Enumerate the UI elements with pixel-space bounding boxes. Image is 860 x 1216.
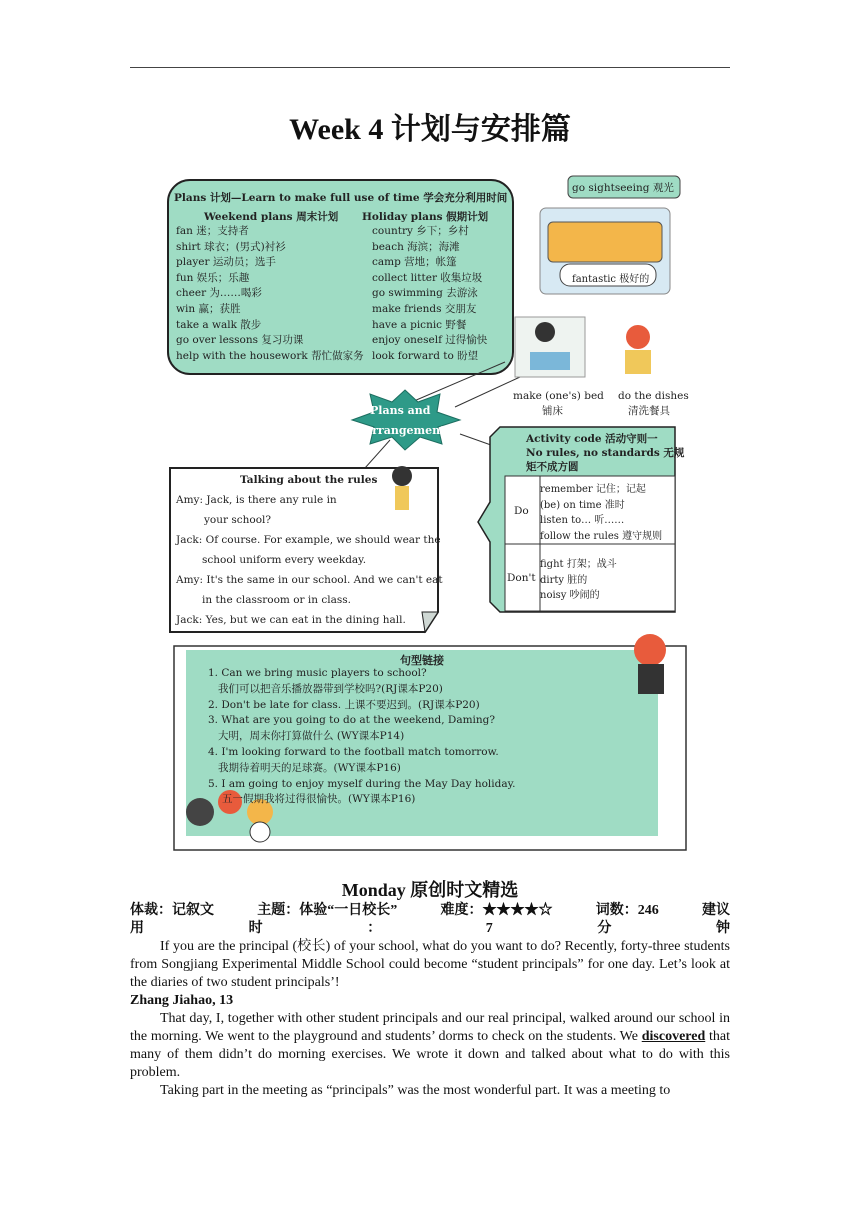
weekend-list [176, 224, 364, 364]
paragraph-2 [130, 1010, 730, 1082]
holiday-item: collect litter 收集垃圾 [372, 271, 483, 284]
sentence-list [208, 666, 516, 808]
activity-title-1: Activity code 活动守则一 [526, 433, 658, 445]
meta-wordcount: 词数：246 [595, 903, 659, 918]
meta-time-char: 时 [248, 921, 263, 936]
weekend-item: go over lessons 复习功课 [176, 334, 304, 347]
holiday-item: country 乡下；乡村 [372, 225, 469, 237]
activity-title-2: No rules, no standards 无规 [526, 447, 685, 459]
plans-heading: Plans 计划—Learn to make full use of time 学会充分利用时间 [174, 192, 508, 204]
sentence-line: 4. I'm looking forward to the football match tomorrow. [208, 745, 499, 758]
holiday-list [372, 224, 487, 364]
dishes-zh: 清洗餐具 [628, 405, 670, 417]
conductor-illustration [634, 634, 666, 666]
arrow-to-rules [365, 440, 390, 468]
do-item: follow the rules 遵守规则 [540, 530, 663, 542]
do-item: listen to… 听…… [540, 515, 625, 527]
weekend-item: fan 迷；支持者 [176, 225, 249, 237]
weekend-item: fun 娱乐；乐趣 [176, 271, 250, 284]
arrow-to-bed [455, 377, 520, 407]
conv-line: Jack: Yes, but we can eat in the dining hall. [176, 614, 406, 626]
make-bed-label: make (one's) bed [513, 390, 604, 402]
weekend-item: win 赢；获胜 [176, 302, 241, 315]
conv-line: your school? [204, 514, 272, 526]
conv-line: Amy: Jack, is there any rule in [176, 494, 337, 506]
sentence-line: 2. Don't be late for class. 上课不要迟到。(RJ课本P20) [208, 698, 480, 711]
paragraph-3: Taking part in the meeting as “principals” was the most wonderful part. It was a meeting to [160, 1083, 671, 1098]
diary-author: Zhang Jiahao, 13 [130, 993, 234, 1008]
weekend-item: player 运动员；选手 [176, 256, 276, 269]
p2-text-b: that many of them didn’t do morning exercises. We wrote it down and talked about what to do with this problem. [130, 1029, 730, 1080]
dont-list [540, 557, 617, 604]
weekend-item: cheer 为……喝彩 [176, 287, 262, 300]
meta-time-char: 钟 [715, 921, 730, 936]
holiday-item: have a picnic 野餐 [372, 318, 467, 331]
article-body [130, 902, 730, 1100]
rules-conversation [176, 490, 443, 630]
meta-time-char: 分 [597, 921, 612, 936]
mind-map-figure [160, 172, 700, 860]
sentence-line: 五一假期我将过得很愉快。(WY课本P16) [222, 793, 416, 806]
holiday-item: enjoy oneself 过得愉快 [372, 334, 488, 347]
holiday-title: Holiday plans 假期计划 [362, 211, 489, 223]
meta-row-1 [130, 902, 730, 920]
do-list [540, 482, 662, 544]
conv-line: Amy: It's the same in our school. And we can't eat [176, 574, 443, 586]
p2-text-a: That day, I, together with other student principals and our real principal, walked around our school in the morning. We went to the playground and students’ dorms to check on the students. We [130, 1011, 730, 1044]
sightseeing-label: go sightseeing 观光 [572, 182, 674, 194]
page-title: Week 4 计划与安排篇 [289, 113, 571, 146]
meta-difficulty: 难度：★★★★☆ [440, 903, 553, 918]
sentence-line: 1. Can we bring music players to school? [208, 667, 427, 679]
dont-item: dirty 脏的 [540, 574, 588, 586]
conv-line: school uniform every weekday. [202, 554, 367, 566]
star-line-1: Plans and [370, 404, 431, 417]
meta-time-char: 7 [485, 921, 493, 936]
activity-title-3: 矩不成方圆 [526, 461, 579, 473]
sentence-line: 我们可以把音乐播放器带到学校吗?(RJ课本P20) [218, 682, 443, 695]
rules-title: Talking about the rules [240, 474, 378, 486]
keyword-discovered: discovered [641, 1029, 706, 1044]
meta-suggest: 建议 [702, 903, 730, 918]
sentence-title: 句型链接 [400, 654, 444, 667]
meta-genre: 体裁：记叙文 [130, 903, 214, 918]
sentence-line: 3. What are you going to do at the weekend, Daming? [208, 714, 496, 727]
do-item: (be) on time 准时 [540, 499, 625, 511]
do-label: Do [514, 505, 529, 517]
dishes-label: do the dishes [618, 390, 689, 402]
girl-illustration [392, 466, 412, 486]
weekend-item: help with the housework 帮忙做家务 [176, 349, 364, 362]
section-title: Monday 原创时文精选 [341, 880, 519, 900]
meta-time-char: ： [367, 921, 382, 936]
weekend-item: shirt 球衣；(男式)衬衫 [176, 240, 286, 253]
star-line-2: arrangements [365, 424, 452, 437]
fantastic-label: fantastic 极好的 [572, 274, 650, 285]
dont-item: noisy 吵闹的 [540, 590, 600, 602]
holiday-item: beach 海滨；海滩 [372, 240, 460, 253]
sentence-line: 5. I am going to enjoy myself during the May Day holiday. [208, 777, 516, 790]
dishes-illustration [626, 325, 650, 349]
top-rule [130, 67, 730, 68]
conv-line: in the classroom or in class. [202, 594, 351, 606]
holiday-item: look forward to 盼望 [372, 349, 479, 362]
dont-label: Don't [507, 572, 536, 584]
sentence-line: 大明，周末你打算做什么 (WY课本P14) [218, 730, 405, 743]
holiday-item: make friends 交朋友 [372, 302, 477, 315]
do-item: remember 记住；记起 [540, 484, 646, 495]
holiday-item: go swimming 去游泳 [372, 287, 478, 300]
meta-row-2 [130, 920, 730, 938]
conv-line: Jack: Of course. For example, we should wear the [176, 534, 441, 546]
sentence-line: 我期待着明天的足球赛。(WY课本P16) [218, 761, 401, 774]
weekend-item: take a walk 散步 [176, 318, 262, 331]
dont-item: fight 打架；战斗 [540, 559, 617, 570]
meta-time-char: 用 [130, 921, 144, 936]
holiday-item: camp 营地；帐篷 [372, 256, 457, 269]
paragraph-1: If you are the principal (校长) of your school, what do you want to do? Recently, forty-three students from Songjiang Experimental Middle School could become “student principals” for one day. Let’s look at the diaries of two student principals’! [130, 939, 730, 990]
weekend-title: Weekend plans 周末计划 [204, 211, 339, 223]
make-bed-zh: 铺床 [542, 405, 563, 417]
meta-theme: 主题：体验“一日校长” [257, 903, 398, 918]
center-star [352, 390, 460, 450]
